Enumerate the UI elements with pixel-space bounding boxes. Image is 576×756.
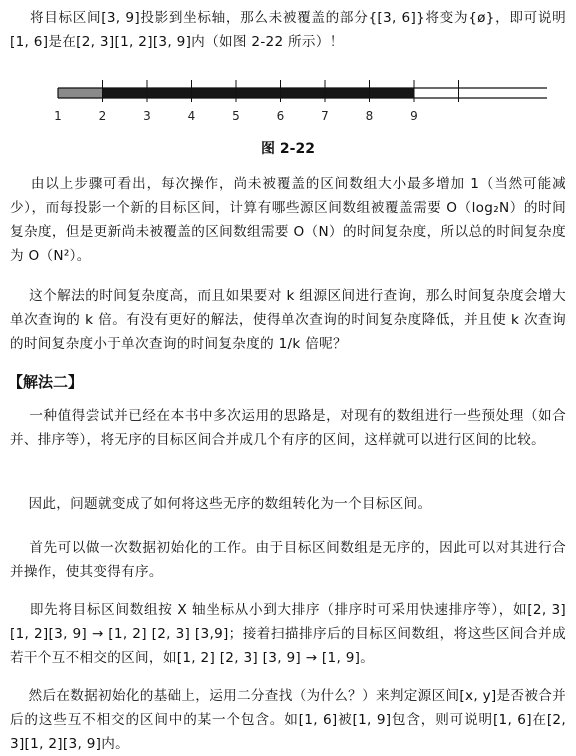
tick-label-6: 6: [276, 109, 285, 123]
paragraph-transform: 因此，问题就变成了如何将这些无序的数组转化为一个目标区间。: [10, 496, 432, 512]
paragraph-complexity: 由以上步骤可看出，每次操作，尚未被覆盖的区间数组大小最多增加 1（当然可能减少），而每投影一个新的目标区间，计算有哪些源区间数组被覆盖需要 O（log₂N）的时间复杂度，但是更新尚未被覆盖的区间数组需要 O（N）的时间复杂度，所以总的时间复杂度为 O（N²）。: [10, 176, 567, 264]
covered-segment-2: [103, 88, 415, 98]
paragraph-improvement: 这个解法的时间复杂度高，而且如果要对 k 组源区间进行查询，那么时间复杂度会增大单次查询的 k 倍。有没有更好的解法，使得单次查询的时间复杂度降低，并且使 k 次查询的时间复杂度小于单次查询的时间复杂度的 1/k 倍呢？: [10, 288, 566, 352]
figure-caption: 图 2-22: [261, 141, 315, 157]
paragraph-binary-search: 然后在数据初始化的基础上，运用二分查找（为什么？）来判定源区间[x, y]是否被合并后的这些互不相交的区间中的某一个包含。如[1, 6]被[1, 9]包含，则可说明[1, 6]在[2, 3][1, 2][3, 9]内。: [10, 688, 571, 752]
tick-label-2: 2: [98, 109, 107, 123]
paragraph-sort-merge: 即先将目标区间数组按 X 轴坐标从小到大排序（排序时可采用快速排序等），如[2, 3][1, 2][3, 9] → [1, 2] [2, 3] [3,9]；接着扫描排序后的目标区间数组，将这些区间合并成若干个互不相交的区间，如[1, 2] [2, 3] [3, 9] → [1, 9]。: [10, 602, 566, 666]
tick-label-5: 5: [232, 109, 240, 123]
tick-label-3: 3: [143, 109, 151, 123]
tick-label-8: 8: [365, 109, 374, 123]
tick-label-7: 7: [321, 109, 329, 123]
section-heading: 【解法二】: [8, 373, 84, 391]
covered-segment-1: [58, 88, 103, 98]
number-line-figure: [0, 62, 576, 132]
tick-label-1: 1: [54, 109, 62, 123]
paragraph-init: 首先可以做一次数据初始化的工作。由于目标区间数组是无序的，因此可以对其进行合并操作，使其变得有序。: [10, 540, 566, 580]
tick-label-4: 4: [187, 109, 196, 123]
paragraph-intro: 将目标区间[3, 9]投影到坐标轴，那么未被覆盖的部分{[3, 6]}将变为{ø}，即可说明[1, 6]是在[2, 3][1, 2][3, 9]内（如图 2-22 所示）！: [10, 10, 567, 50]
tick-label-9: 9: [410, 109, 418, 123]
paragraph-preprocess: 一种值得尝试并已经在本书中多次运用的思路是，对现有的数组进行一些预处理（如合并、排序等），将无序的目标区间合并成几个有序的区间，这样就可以进行区间的比较。: [10, 408, 566, 448]
